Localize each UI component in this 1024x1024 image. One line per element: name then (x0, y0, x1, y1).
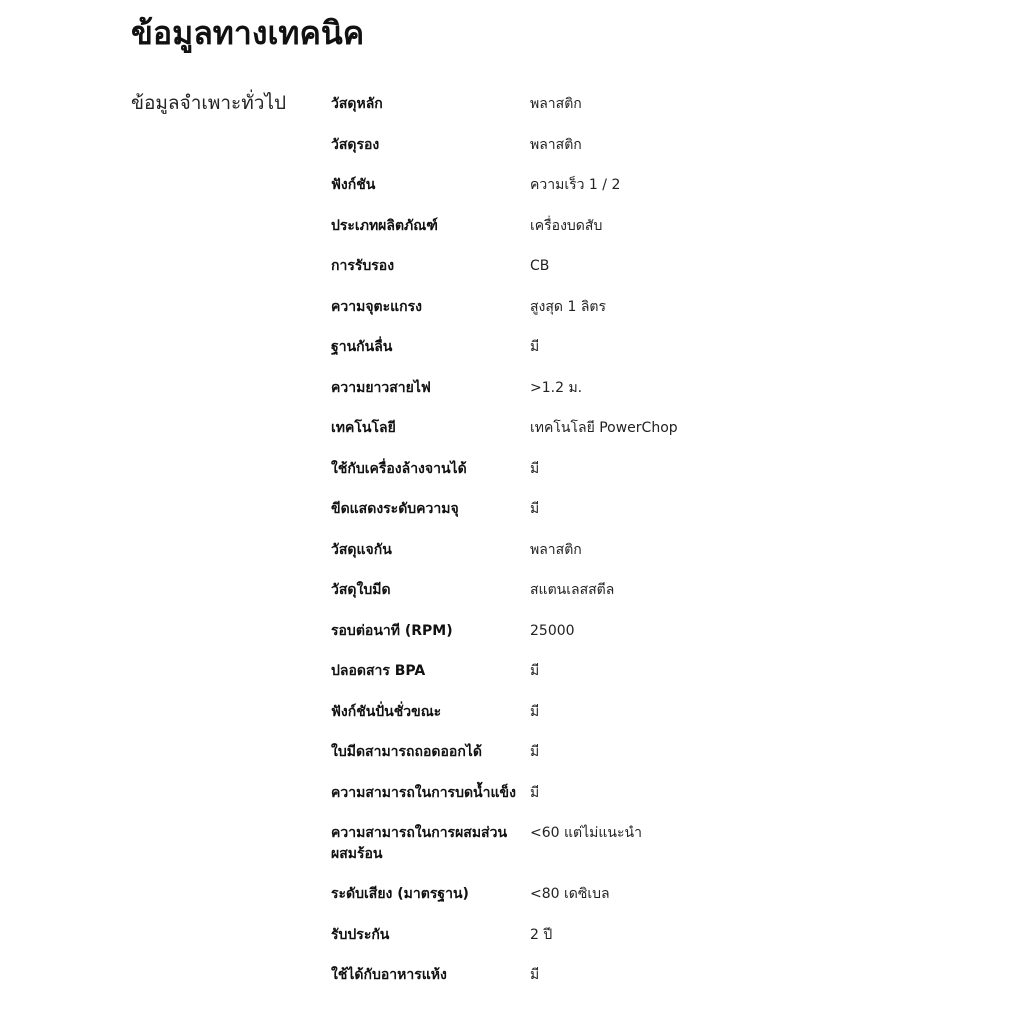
spec-row (331, 823, 711, 884)
spec-row (331, 378, 711, 419)
spec-label: ประเภทผลิตภัณฑ์ (331, 217, 438, 234)
spec-label: ใช้กับเครื่องล้างจานได้ (331, 460, 467, 477)
spec-label: วัสดุหลัก (331, 96, 383, 112)
spec-row (331, 621, 711, 662)
spec-label: ระดับเสียง (มาตรฐาน) (331, 886, 469, 902)
spec-label: การรับรอง (331, 258, 395, 274)
spec-label: ขีดแสดงระดับความจุ (331, 501, 459, 517)
spec-value: <80 เดซิเบล (530, 886, 610, 902)
spec-row (331, 135, 711, 176)
spec-label: วัสดุแจกัน (331, 541, 392, 558)
spec-label: ฐานกันลื่น (331, 339, 393, 355)
spec-row (331, 256, 711, 297)
spec-row (331, 742, 711, 783)
spec-value: CB (530, 258, 550, 274)
spec-row (331, 216, 711, 257)
spec-label: วัสดุใบมีด (331, 582, 391, 598)
spec-value: มี (530, 744, 540, 760)
spec-value: พลาสติก (530, 541, 582, 558)
spec-value: 25000 (530, 622, 575, 639)
spec-label: ปลอดสาร BPA (331, 663, 426, 679)
spec-row (331, 580, 711, 621)
spec-row (331, 297, 711, 338)
spec-value: เทคโนโลยี PowerChop (530, 420, 678, 436)
spec-label: ความยาวสายไฟ (331, 379, 431, 396)
spec-value: มี (530, 784, 540, 801)
spec-label: ฟังก์ชันปั่นชั่วขณะ (331, 703, 442, 720)
spec-value: >1.2 ม. (530, 379, 583, 396)
spec-value: มี (530, 501, 540, 517)
spec-row (331, 965, 711, 1006)
spec-value: <60 แต่ไม่แนะนำ (530, 825, 642, 841)
spec-label: รับประกัน (331, 926, 390, 943)
spec-row (331, 459, 711, 500)
spec-value: สแตนเลสสตีล (530, 582, 615, 598)
spec-row (331, 702, 711, 743)
spec-row (331, 418, 711, 459)
spec-row (331, 175, 711, 216)
spec-label: ความสามารถในการผสมส่วนผสมร้อน (331, 825, 508, 862)
spec-row (331, 540, 711, 581)
spec-label: ฟังก์ชัน (331, 177, 376, 193)
spec-value: สูงสุด 1 ลิตร (530, 298, 607, 315)
section-title-general-specs: ข้อมูลจำเพาะทั่วไป (131, 92, 287, 114)
spec-row (331, 884, 711, 925)
spec-value: ความเร็ว 1 / 2 (530, 177, 621, 193)
spec-value: มี (530, 663, 540, 679)
spec-value: มี (530, 460, 540, 477)
spec-table (331, 94, 711, 1006)
spec-value: พลาสติก (530, 136, 582, 153)
page-title: ข้อมูลทางเทคนิค (131, 14, 365, 52)
spec-row (331, 499, 711, 540)
spec-value: 2 ปี (530, 926, 553, 943)
spec-label: ใช้ได้กับอาหารแห้ง (331, 967, 447, 983)
spec-label: ใบมีดสามารถถอดออกได้ (331, 744, 482, 760)
spec-row (331, 661, 711, 702)
spec-value: มี (530, 967, 540, 983)
spec-row (331, 925, 711, 966)
spec-row (331, 783, 711, 824)
spec-label: รอบต่อนาที (RPM) (331, 622, 453, 639)
spec-label: ความสามารถในการบดน้ำแข็ง (331, 784, 516, 801)
spec-value: มี (530, 339, 540, 355)
spec-value: มี (530, 703, 540, 720)
spec-value: พลาสติก (530, 96, 582, 112)
spec-row (331, 337, 711, 378)
spec-value: เครื่องบดสับ (530, 217, 603, 234)
spec-row (331, 94, 711, 135)
spec-label: เทคโนโลยี (331, 420, 396, 436)
spec-label: ความจุตะแกรง (331, 298, 422, 315)
spec-label: วัสดุรอง (331, 136, 380, 153)
